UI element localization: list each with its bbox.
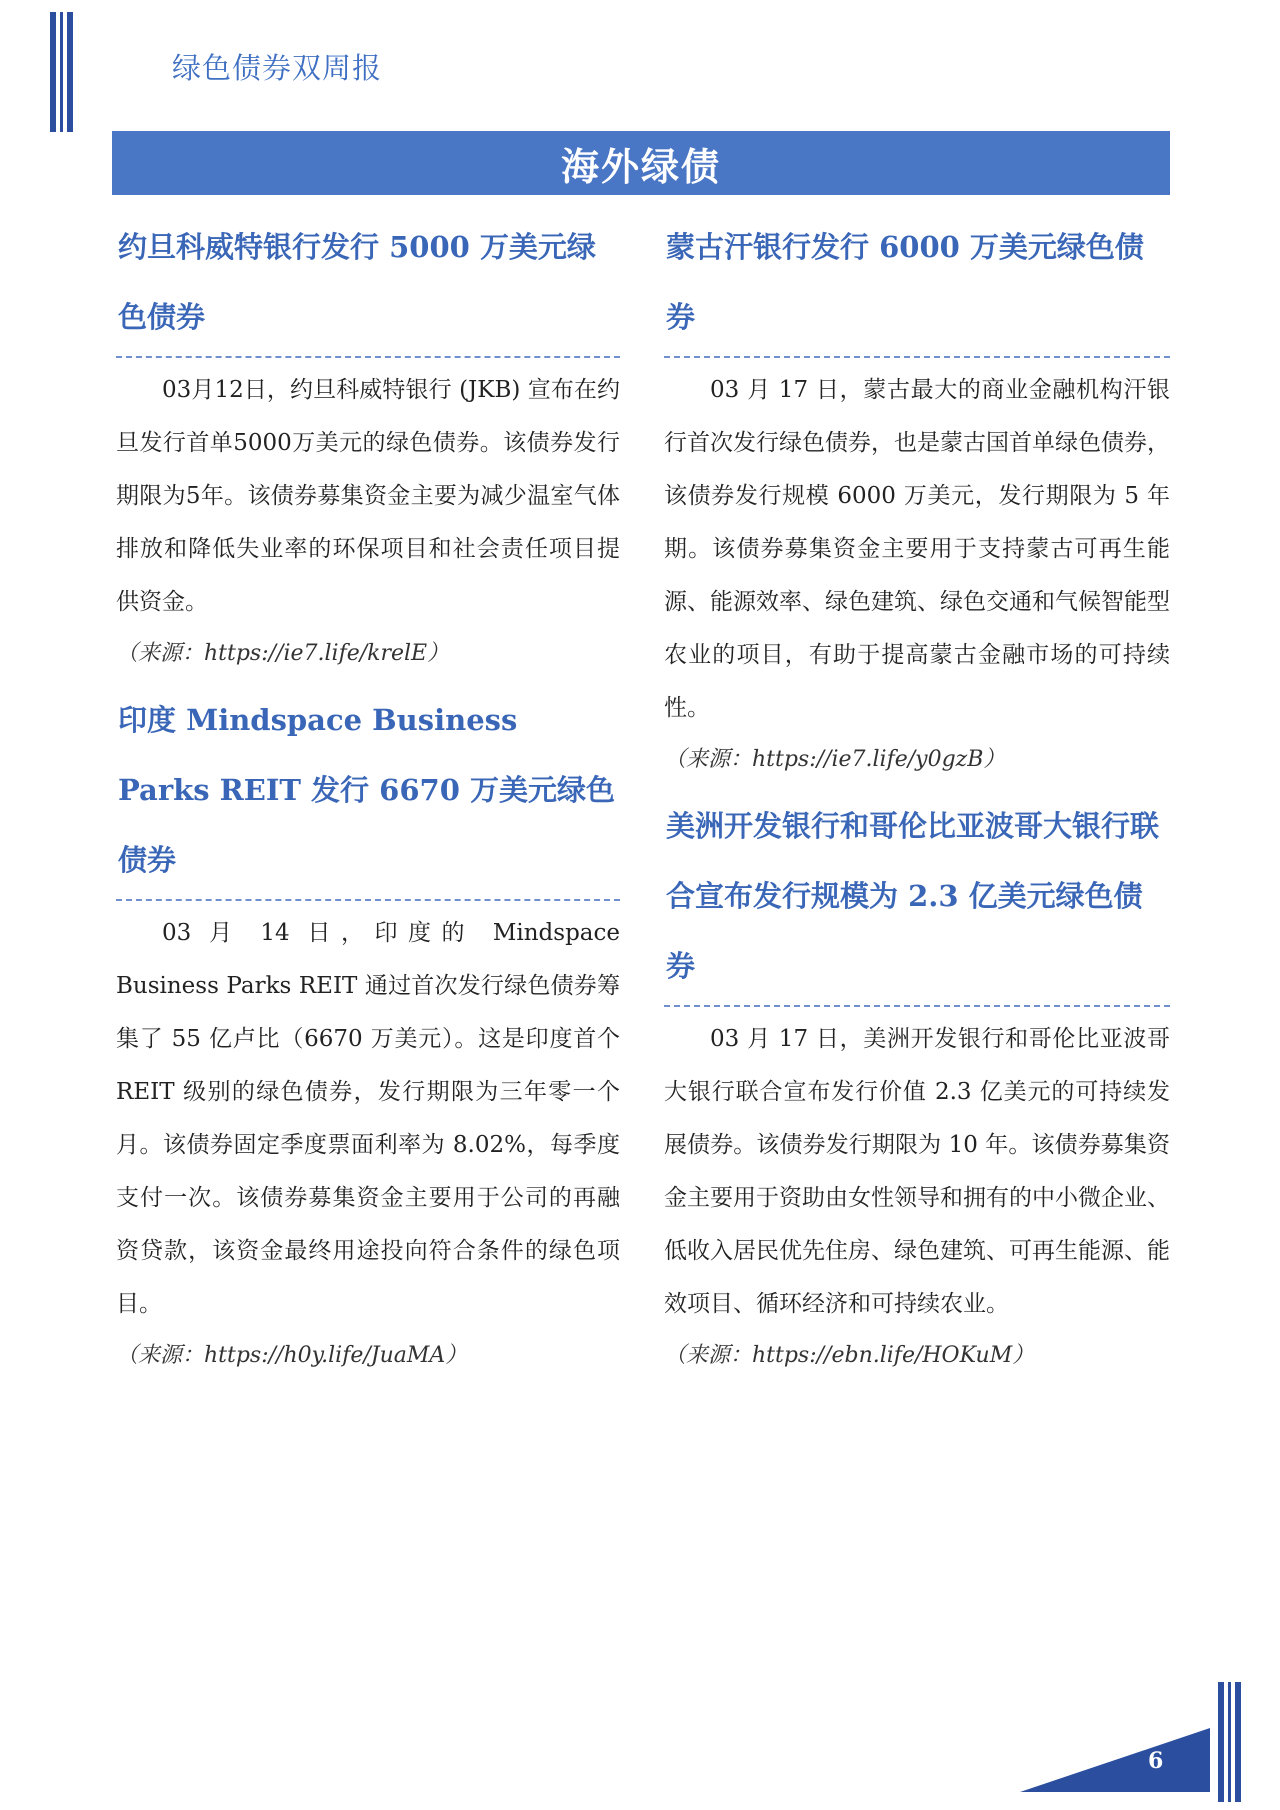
page-number: 6 — [1148, 1748, 1164, 1774]
article-source: （来源：https://h0y.life/JuaMA） — [116, 1343, 468, 1368]
footer-decoration-bars — [1218, 1682, 1244, 1802]
title-divider — [116, 899, 620, 901]
section-banner — [112, 131, 1170, 195]
article-body: 03 月 17 日，美洲开发银行和哥伦比亚波哥大银行联合宣布发行价值 2.3 亿美元的可持续发展债券。该债券发行期限为 10 年。该债券募集资金主要用于资助由女性领导和拥有的中小微企业、低收入居民优先住房、绿色建筑、可再生能源、能效项目、循环经济和可持续农业。 — [664, 1026, 1170, 1317]
section-title: 海外绿债 — [560, 143, 721, 189]
article-body: 03月12日，约旦科威特银行 (JKB) 宣布在约旦发行首单5000万美元的绿色债券。该债券发行期限为5年。该债券募集资金主要为减少温室气体排放和降低失业率的环保项目和社会责任项目提供资金。 — [116, 377, 620, 615]
right-column — [664, 212, 1170, 1387]
article-title: 印度 Mindspace Business Parks REIT 发行 6670 万美元绿色债券 — [118, 703, 615, 877]
title-divider — [664, 1005, 1170, 1007]
article-khan-bank — [664, 212, 1170, 785]
title-divider — [116, 356, 620, 358]
article-source: （来源：https://ebn.life/HOKuM） — [664, 1343, 1035, 1368]
article-title: 约旦科威特银行发行 5000 万美元绿色债券 — [118, 230, 596, 334]
article-source: （来源：https://ie7.life/y0gzB） — [664, 747, 1006, 772]
article-title: 美洲开发银行和哥伦比亚波哥大银行联合宣布发行规模为 2.3 亿美元绿色债券 — [666, 809, 1160, 983]
article-mindspace-reit — [116, 685, 620, 1381]
article-title: 蒙古汗银行发行 6000 万美元绿色债券 — [666, 230, 1144, 334]
article-idb-banco-bogota — [664, 791, 1170, 1381]
running-title: 绿色债券双周报 — [172, 51, 383, 85]
header-decoration-bars — [50, 12, 74, 132]
article-body: 03 月 14 日，印度的 Mindspace Business Parks REIT 通过首次发行绿色债券筹集了 55 亿卢比（6670 万美元）。这是印度首个 REIT 级别的绿色债券，发行期限为三年零一个月。该债券固定季度票面利率为 8.02%，每季度支付一次。该债券募集资金主要用于公司的再融资贷款，该资金最终用途投向符合条件的绿色项目。 — [116, 920, 620, 1317]
left-column — [116, 212, 620, 1387]
title-divider — [664, 356, 1170, 358]
article-jordan-kuwait-bank — [116, 212, 620, 679]
footer-triangle-decoration — [1020, 1728, 1210, 1792]
article-source: （来源：https://ie7.life/krelE） — [116, 641, 450, 666]
article-body: 03 月 17 日，蒙古最大的商业金融机构汗银行首次发行绿色债券，也是蒙古国首单绿色债券，该债券发行规模 6000 万美元，发行期限为 5 年期。该债券募集资金主要用于支持蒙古可再生能源、能源效率、绿色建筑、绿色交通和气候智能型农业的项目，有助于提高蒙古金融市场的可持续性。 — [664, 377, 1170, 721]
